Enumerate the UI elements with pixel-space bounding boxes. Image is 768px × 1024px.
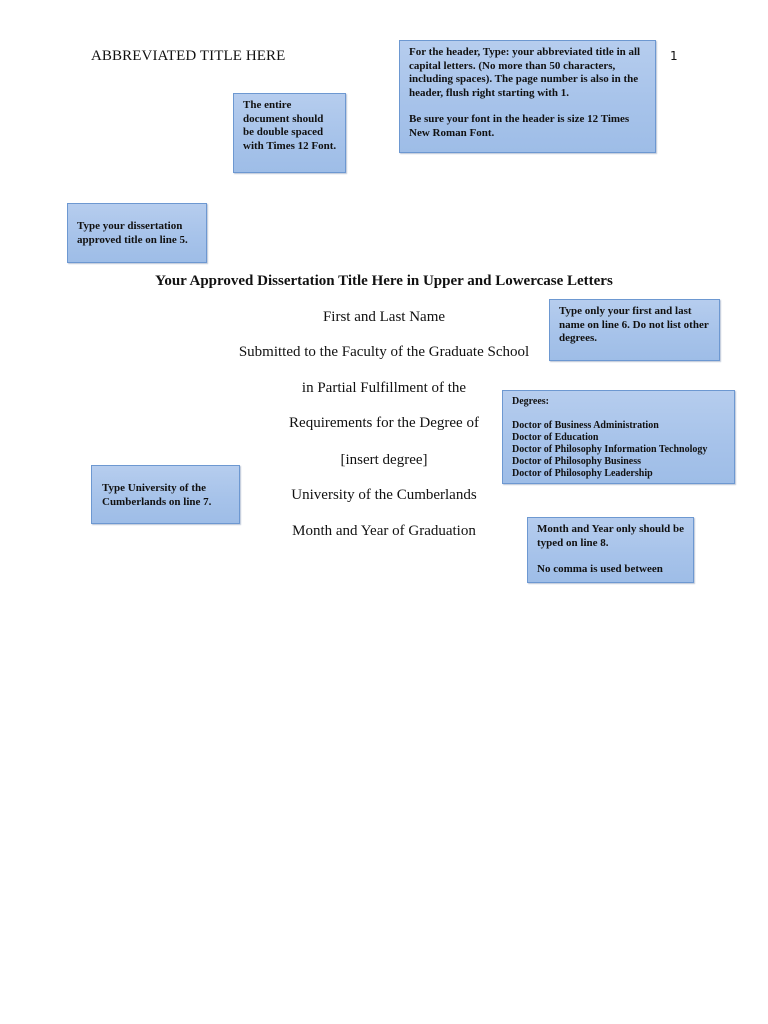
partial-fulfillment-line: in Partial Fulfillment of the: [301, 380, 467, 396]
degrees-heading: Degrees:: [512, 396, 550, 407]
university-line-note: [91, 465, 240, 524]
graduation-date-line: Month and Year of Graduation: [292, 523, 476, 539]
page-number: 1: [670, 49, 678, 63]
date-comma-note-text: No comma is used between: [537, 563, 663, 575]
degree-item: Doctor of Business Administration: [512, 420, 659, 431]
title-line-note: [67, 203, 207, 263]
university-line: University of the Cumberlands: [291, 487, 477, 503]
degree-item: Doctor of Philosophy Information Technology: [512, 444, 708, 455]
name-line-note-text: Type only your first and last name on line 6. Do not list other degrees.: [559, 305, 709, 344]
degrees-note: [502, 390, 735, 484]
header-font-note-text: Be sure your font in the header is size 12 Times New Roman Font.: [409, 113, 630, 139]
degree-item: Doctor of Philosophy Leadership: [512, 468, 653, 479]
author-name: First and Last Name: [322, 309, 446, 325]
header-instructions-note: [399, 40, 656, 153]
degree-line: [insert degree]: [340, 452, 428, 468]
spacing-note-text: The entire document should be double spaced with Times 12 Font.: [243, 99, 337, 152]
degree-item: Doctor of Philosophy Business: [512, 456, 642, 467]
dissertation-title: Your Approved Dissertation Title Here in Upper and Lowercase Letters: [155, 273, 613, 289]
title-line-note-text: Type your dissertation approved title on line 5.: [77, 220, 188, 246]
date-line-note: [527, 517, 694, 583]
degree-item: Doctor of Education: [512, 432, 599, 443]
date-line-note-text: Month and Year only should be typed on line 8.: [537, 523, 685, 549]
header-note-text: For the header, Type: your abbreviated title in all capital letters. (No more than 50 characters, including spaces). The page number is also in the header, flush right starting with 1.: [409, 46, 641, 99]
requirements-line: Requirements for the Degree of: [289, 415, 479, 431]
university-line-note-text: Type University of the Cumberlands on line 7.: [102, 482, 212, 508]
name-line-note: [549, 299, 720, 361]
header-abbreviated-title: ABBREVIATED TITLE HERE: [91, 48, 286, 64]
submitted-line: Submitted to the Faculty of the Graduate School: [238, 344, 530, 360]
spacing-note: [233, 93, 346, 173]
